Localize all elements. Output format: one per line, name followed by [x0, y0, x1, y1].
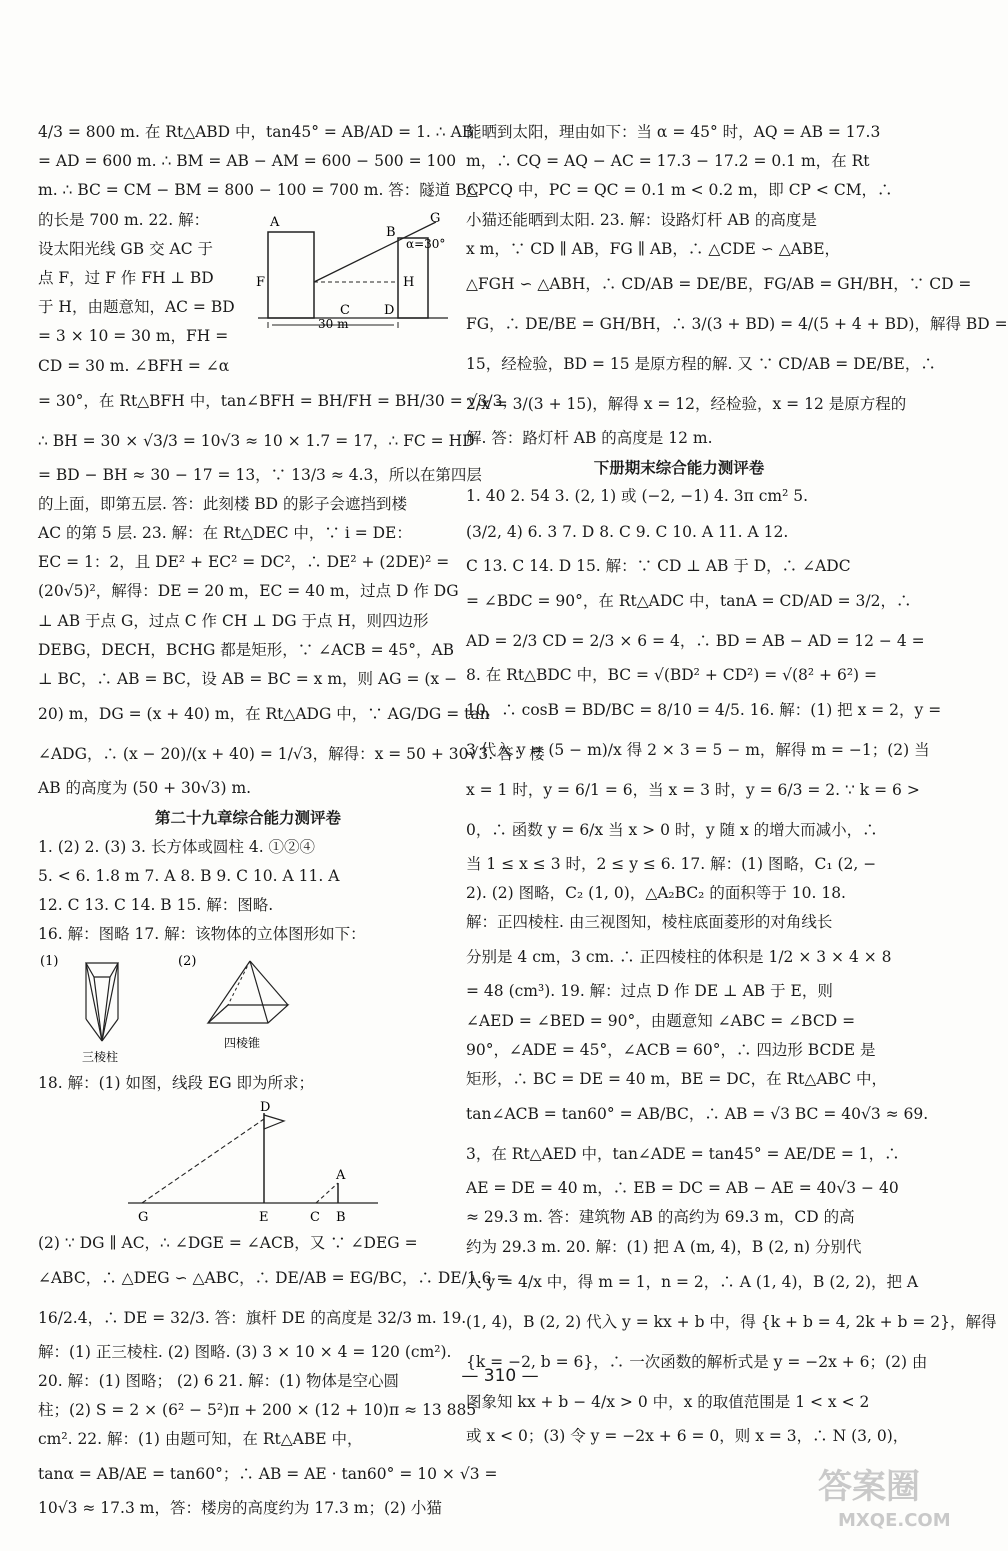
text-line: 分别是 4 cm，3 cm. ∴ 正四棱柱的体积是 1/2 × 3 × 4 × 8 — [466, 948, 892, 967]
text-line: = 30°，在 Rt△BFH 中，tan∠BFH = BH/FH = BH/30 = √3/3， — [38, 391, 518, 410]
label-c: C — [340, 302, 350, 318]
text-line: AC 的第 5 层. 23. 解：在 Rt△DEC 中，∵ i = DE： — [38, 524, 412, 543]
text-line: 18. 解：(1) 如图，线段 EG 即为所求； — [38, 1074, 315, 1093]
text-line: 16. 解：图略 17. 解：该物体的立体图形如下： — [38, 925, 366, 944]
text-line: 4/3 = 800 m. 在 Rt△ABD 中，tan45° = AB/AD = 1. ∴ AB — [38, 123, 474, 141]
text-line: AB 的高度为 (50 + 30√3) m. — [38, 779, 252, 798]
text-line: ⊥ AB 于点 G，过点 C 作 CH ⊥ DG 于点 H，则四边形 — [38, 611, 429, 630]
text-line: 图象知 kx + b − 4/x > 0 中，x 的取值范围是 1 < x < 2 — [466, 1392, 870, 1411]
text-line: 0，∴ 函数 y = 6/x 当 x > 0 时，y 随 x 的增大而减小，∴ — [466, 820, 878, 839]
text-line: = 3 × 10 = 30 m，FH = — [38, 327, 229, 346]
text-line: 的上面，即第五层. 答：此刻楼 BD 的影子会遮挡到楼 — [38, 494, 408, 513]
text-line: 设太阳光线 GB 交 AC 于 — [38, 239, 214, 258]
text-line: DEBG，DECH，BCHG 都是矩形，∵ ∠ACB = 45°，AB — [38, 640, 455, 659]
label-h: H — [403, 274, 415, 290]
text-line: EC = 1：2，且 DE² + EC² = DC²，∴ DE² + (2DE)² = — [38, 553, 450, 572]
watermark-title: 答案圈 — [818, 1467, 920, 1507]
text-line: 于 H，由题意知，AC = BD — [38, 298, 235, 317]
text-line: ∠ADG，∴ (x − 20)/(x + 40) = 1/√3，解得：x = 50 + 30√3. 答：楼 — [38, 745, 545, 764]
label-g: G — [430, 210, 441, 226]
text-line: ≈ 29.3 m. 答：建筑物 AB 的高约为 69.3 m，CD 的高 — [466, 1208, 855, 1227]
text-line: AE = DE = 40 m，∴ EB = DC = AB − AE = 40√3 − 40 — [466, 1179, 899, 1198]
text-line: CD = 30 m. ∠BFH = ∠α — [38, 356, 230, 375]
label-d: D — [260, 1099, 271, 1115]
label-g: G — [138, 1209, 149, 1225]
text-line: 1. 40 2. 54 3. (2, 1) 或 (−2, −1) 4. 3π cm² 5. — [466, 487, 809, 506]
text-line: 点 F，过 F 作 FH ⊥ BD — [38, 268, 214, 287]
text-line: 1. (2) 2. (3) 3. 长方体或圆柱 4. ①②④ — [38, 837, 316, 856]
text-line: ⊥ BC，∴ AB = BC，设 AB = BC = x m，则 AG = (x − — [38, 670, 458, 688]
label-angle: α=30° — [406, 236, 446, 251]
text-line: ∴ BH = 30 × √3/3 = 10√3 ≈ 10 × 1.7 = 17，∴ FC = HD — [38, 431, 475, 450]
text-line: 12. C 13. C 14. B 15. 解：图略. — [38, 895, 274, 914]
label-c: C — [310, 1209, 320, 1225]
text-line: m. ∴ BC = CM − BM = 800 − 100 = 700 m. 答：隧道 BC — [38, 181, 479, 200]
text-line: 或 x < 0；(3) 令 y = −2x + 6 = 0，则 x = 3，∴ N (3, 0)， — [466, 1426, 909, 1445]
text-line: 柱；(2) S = 2 × (6² − 5²)π + 200 × (12 + 10)π ≈ 13 885 — [38, 1401, 477, 1420]
text-line: 15，经检验，BD = 15 是原方程的解. 又 ∵ CD/AB = DE/BE，∴ — [466, 354, 936, 373]
text-line: ∠AED = ∠BED = 90°，由题意知 ∠ABC = ∠BCD = — [466, 1011, 856, 1030]
label-b: B — [336, 1209, 346, 1225]
section-heading-final-exam: 下册期末综合能力测评卷 — [593, 458, 765, 478]
text-line: (2) ∵ DG ∥ AC，∴ ∠DGE = ∠ACB，又 ∵ ∠DEG = — [38, 1233, 418, 1252]
text-line: 3，在 Rt△AED 中，tan∠ADE = tan45° = AE/DE = 1，∴ — [466, 1145, 900, 1164]
text-line: (3/2, 4) 6. 3 7. D 8. C 9. C 10. A 11. A 12. — [466, 522, 789, 541]
text-line: = 48 (cm³). 19. 解：过点 D 作 DE ⊥ AB 于 E，则 — [466, 982, 833, 1001]
label-b: B — [386, 224, 396, 240]
text-line: 10，∴ cosB = BD/BC = 8/10 = 4/5. 16. 解：(1) 把 x = 2，y = — [466, 700, 942, 719]
text-line: 矩形，∴ BC = DE = 40 m，BE = DC，在 Rt△ABC 中， — [466, 1070, 887, 1088]
caption-square-pyramid: 四棱锥 — [224, 1036, 261, 1051]
text-line: = BD − BH ≈ 30 − 17 = 13，∵ 13/3 ≈ 4.3，所以在第四层 — [38, 465, 482, 484]
text-line: 8. 在 Rt△BDC 中，BC = √(BD² + CD²) = √(8² + 6²) = — [466, 665, 878, 684]
text-line: tan∠ACB = tan60° = AB/BC，∴ AB = √3 BC = 40√3 ≈ 69. — [466, 1105, 929, 1124]
text-line: cm². 22. 解：(1) 由题可知，在 Rt△ABE 中， — [38, 1430, 363, 1449]
text-line: {k = −2, b = 6}，∴ 一次函数的解析式是 y = −2x + 6；(2) 由 — [466, 1352, 928, 1371]
text-line: C 13. C 14. D 15. 解：∵ CD ⊥ AB 于 D，∴ ∠ADC — [466, 556, 851, 575]
text-line: = AD = 600 m. ∴ BM = AB − AM = 600 − 500 = 100 — [38, 152, 457, 171]
text-line: 3 代入 y = (5 − m)/x 得 2 × 3 = 5 − m，解得 m = −1；(2) 当 — [466, 740, 930, 759]
text-line: 解：正四棱柱. 由三视图知，棱柱底面菱形的对角线长 — [466, 913, 833, 932]
sunlight-building-diagram — [248, 210, 458, 331]
text-line: 当 1 ≤ x ≤ 3 时，2 ≤ y ≤ 6. 17. 解：(1) 图略，C₁ (2, − — [466, 854, 877, 873]
text-line: 90°，∠ADE = 45°，∠ACB = 60°，∴ 四边形 BCDE 是 — [466, 1040, 876, 1059]
label-a: A — [336, 1167, 346, 1183]
text-line: m，∴ CQ = AQ − AC = 17.3 − 17.2 = 0.1 m，在 Rt — [466, 152, 870, 171]
text-line: 16/2.4，∴ DE = 32/3. 答：旗杆 DE 的高度是 32/3 m. 19. — [38, 1308, 467, 1327]
text-line: 解：(1) 正三棱柱. (2) 图略. (3) 3 × 10 × 4 = 120 (cm²). — [38, 1342, 452, 1361]
text-line: 入 y = 4/x 中，得 m = 1，n = 2，∴ A (1, 4)，B (2, 2)，把 A — [466, 1272, 919, 1291]
label-width: 30 m — [318, 316, 349, 331]
text-line: x = 1 时，y = 6/1 = 6，当 x = 3 时，y = 6/3 = 2. ∵ k = 6 > — [466, 780, 920, 799]
text-line: x m，∵ CD ∥ AB，FG ∥ AB，∴ △CDE ∽ △ABE， — [466, 239, 841, 258]
page-number: — 310 — — [461, 1366, 539, 1386]
solid-figures-diagram — [38, 949, 458, 1069]
text-line: △PCQ 中，PC = QC = 0.1 m < 0.2 m，即 CP < CM，∴ — [466, 181, 893, 200]
label-f: F — [256, 274, 266, 290]
section-heading-chapter-29: 第二十九章综合能力测评卷 — [154, 808, 341, 828]
text-line: tanα = AB/AE = tan60°；∴ AB = AE · tan60° = 10 × √3 = — [38, 1465, 498, 1484]
text-line: AD = 2/3 CD = 2/3 × 6 = 4，∴ BD = AB − AD = 12 − 4 = — [466, 631, 925, 650]
text-line: FG，∴ DE/BE = GH/BH，∴ 3/(3 + BD) = 4/(5 + 4 + BD)，解得 BD = — [466, 314, 1008, 333]
text-line: 的长是 700 m. 22. 解： — [38, 210, 210, 229]
watermark-logo — [808, 1458, 978, 1533]
text-line: 约为 29.3 m. 20. 解：(1) 把 A (m, 4)，B (2, n) 分别代 — [466, 1237, 862, 1256]
right-column — [466, 118, 1008, 1451]
flagpole-shadow-diagram — [38, 1099, 458, 1229]
label-fig-1: (1) — [40, 954, 59, 970]
watermark-url: MXQE.COM — [838, 1510, 951, 1531]
text-line: △FGH ∽ △ABH，∴ CD/AB = DE/BE，FG/AB = GH/BH，∵ CD = — [466, 274, 972, 293]
label-d: D — [384, 302, 395, 318]
text-line: 5. < 6. 1.8 m 7. A 8. B 9. C 10. A 11. A — [38, 866, 340, 885]
label-a: A — [270, 214, 280, 230]
left-column — [38, 118, 545, 1524]
text-line: (20√5)²，解得：DE = 20 m，EC = 40 m，过点 D 作 DG — [38, 582, 459, 601]
text-line: 10√3 ≈ 17.3 m，答：楼房的高度约为 17.3 m；(2) 小猫 — [38, 1499, 442, 1518]
text-line: 2/x = 3/(3 + 15)，解得 x = 12，经检验，x = 12 是原方程的 — [466, 394, 907, 413]
text-line: = ∠BDC = 90°，在 Rt△ADC 中，tanA = CD/AD = 3/2，∴ — [466, 591, 912, 610]
label-fig-2: (2) — [178, 954, 197, 970]
text-line: ∠ABC，∴ △DEG ∽ △ABC，∴ DE/AB = EG/BC，∴ DE/1.6 = — [38, 1268, 510, 1287]
text-line: 2). (2) 图略，C₂ (1, 0)，△A₂BC₂ 的面积等于 10. 18. — [466, 884, 846, 903]
text-line: (1, 4)，B (2, 2) 代入 y = kx + b 中，得 {k + b = 4, 2k + b = 2}，解得 — [466, 1312, 997, 1331]
text-line: 小猫还能晒到太阳. 23. 解：设路灯杆 AB 的高度是 — [466, 210, 817, 229]
text-line: 能晒到太阳，理由如下：当 α = 45° 时，AQ = AB = 17.3 — [466, 123, 881, 141]
caption-triangular-prism: 三棱柱 — [82, 1050, 119, 1065]
text-line: 20) m，DG = (x + 40) m，在 Rt△ADG 中，∵ AG/DG = tan — [38, 705, 490, 724]
text-line: 解. 答：路灯杆 AB 的高度是 12 m. — [466, 428, 713, 447]
label-e: E — [259, 1209, 269, 1225]
text-line: 20. 解：(1) 图略； (2) 6 21. 解：(1) 物体是空心圆 — [38, 1371, 400, 1390]
